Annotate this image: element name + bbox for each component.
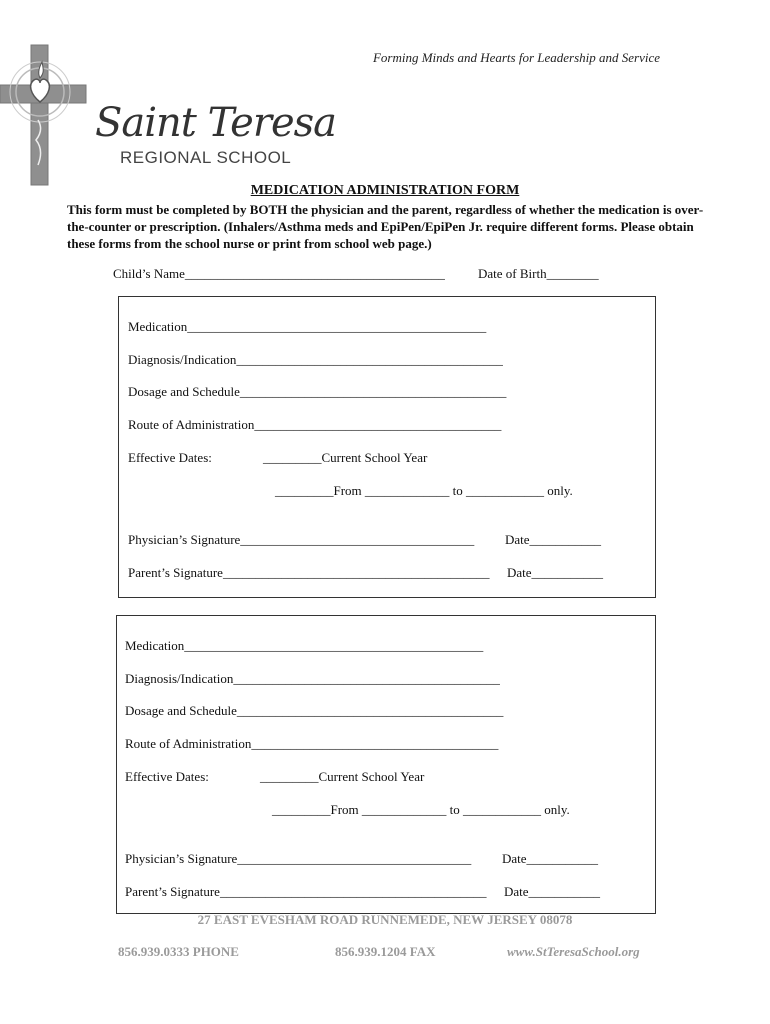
date-of-birth-field[interactable]: Date of Birth________ <box>478 266 599 281</box>
child-name-field[interactable]: Child’s Name________________________________________ <box>113 266 445 281</box>
route-field[interactable]: Route of Administration______________________________________ <box>125 736 499 751</box>
current-school-year-field[interactable]: _________Current School Year <box>263 450 428 465</box>
effective-dates-label: Effective Dates: <box>125 769 209 784</box>
parent-date-field[interactable]: Date___________ <box>504 884 601 899</box>
medication-section-1 <box>118 296 656 598</box>
date-range-field[interactable]: _________From _____________ to ____________ only. <box>272 802 570 817</box>
parent-signature-field[interactable]: Parent’s Signature_________________________________________ <box>128 565 490 580</box>
school-name-logo-text: Saint Teresa <box>95 100 337 146</box>
school-tagline: Forming Minds and Hearts for Leadership and Service <box>372 50 660 65</box>
physician-date-field[interactable]: Date___________ <box>502 851 599 866</box>
physician-date-field[interactable]: Date___________ <box>505 532 602 547</box>
diagnosis-field[interactable]: Diagnosis/Indication_________________________________________ <box>125 671 500 686</box>
school-phone: 856.939.0333 PHONE <box>118 944 239 959</box>
school-name-subtitle: REGIONAL SCHOOL <box>120 148 292 167</box>
effective-dates-label: Effective Dates: <box>128 450 212 465</box>
medication-field[interactable]: Medication______________________________________________ <box>125 638 484 653</box>
school-address: 27 EAST EVESHAM ROAD RUNNEMEDE, NEW JERSEY 08078 <box>197 912 573 927</box>
parent-date-field[interactable]: Date___________ <box>507 565 604 580</box>
school-website-link[interactable]: www.StTeresaSchool.org <box>507 944 640 959</box>
form-title: MEDICATION ADMINISTRATION FORM <box>250 183 520 198</box>
current-school-year-field[interactable]: _________Current School Year <box>260 769 425 784</box>
medication-field[interactable]: Medication______________________________________________ <box>128 319 487 334</box>
school-fax: 856.939.1204 FAX <box>335 944 436 959</box>
physician-signature-field[interactable]: Physician’s Signature____________________________________ <box>125 851 472 866</box>
dosage-schedule-field[interactable]: Dosage and Schedule_________________________________________ <box>125 703 504 718</box>
physician-signature-field[interactable]: Physician’s Signature____________________________________ <box>128 532 475 547</box>
diagnosis-field[interactable]: Diagnosis/Indication_________________________________________ <box>128 352 503 367</box>
dosage-schedule-field[interactable]: Dosage and Schedule_________________________________________ <box>128 384 507 399</box>
parent-signature-field[interactable]: Parent’s Signature_________________________________________ <box>125 884 487 899</box>
school-cross-logo <box>0 40 90 190</box>
medication-section-2 <box>116 615 656 914</box>
date-range-field[interactable]: _________From _____________ to ____________ only. <box>275 483 573 498</box>
route-field[interactable]: Route of Administration______________________________________ <box>128 417 502 432</box>
form-instructions: This form must be completed by BOTH the physician and the parent, regardless of whether the medication is over-the-counter or prescription. (Inhalers/Asthma meds and EpiPen/EpiPen Jr. require different forms. Please obtain these forms from the school nurse or print from school web page.) <box>67 202 704 251</box>
